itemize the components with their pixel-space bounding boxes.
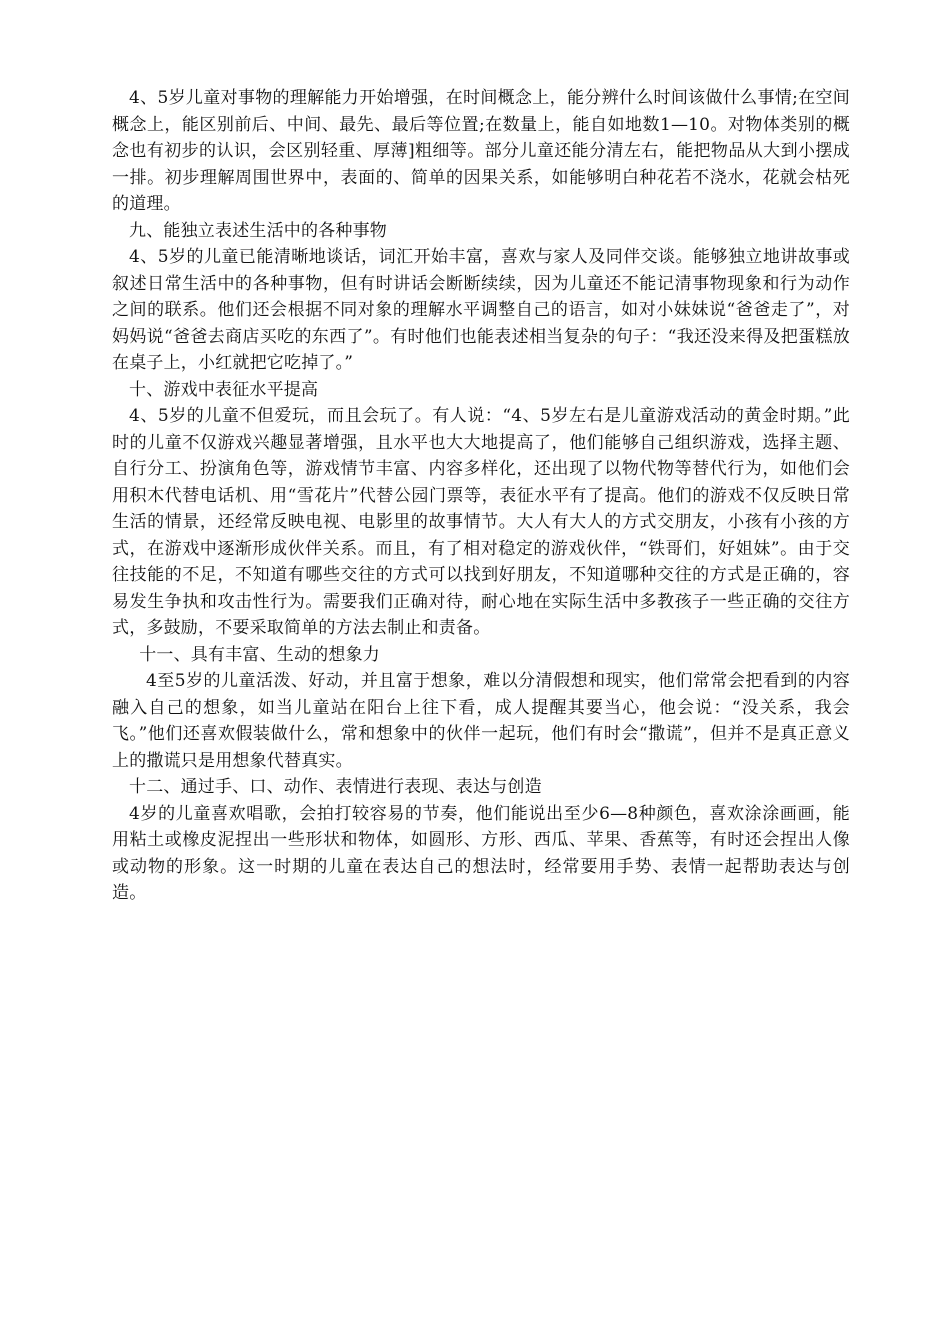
- document-page: [112, 85, 850, 907]
- paragraph-language: 4、5岁的儿童已能清晰地谈话，词汇开始丰富，喜欢与家人及同伴交谈。能够独立地讲故事或叙述日常生活中的各种事物，但有时讲话会断断续续，因为儿童还不能记清事物现象和行为动作之间的联系。他们还会根据不同对象的理解水平调整自己的语言，如对小妹妹说“爸爸走了”，对妈妈说“爸爸去商店买吃的东西了”。有时他们也能表述相当复杂的句子：“我还没来得及把蛋糕放在桌子上，小红就把它吃掉了。”: [112, 247, 850, 373]
- section-heading-11: 十一、具有丰富、生动的想象力: [139, 644, 380, 665]
- paragraph-imagination: 4至5岁的儿童活泼、好动，并且富于想象，难以分清假想和现实，他们常常会把看到的内容融入自己的想象，如当儿童站在阳台上往下看，成人提醒其要当心，他会说：“没关系，我会飞。”他们还喜欢假装做什么，常和想象中的伙伴一起玩，他们有时会“撒谎”，但并不是真正意义上的撒谎只是用想象代替真实。: [112, 671, 850, 771]
- paragraph-cognition: 4、5岁儿童对事物的理解能力开始增强，在时间概念上，能分辨什么时间该做什么事情;在空间概念上，能区别前后、中间、最先、最后等位置;在数量上，能自如地数1—10。对物体类别的概念也有初步的认识，会区别轻重、厚薄]粗细等。部分儿童还能分清左右，能把物品从大到小摆成一排。初步理解周围世界中，表面的、简单的因果关系，如能够明白种花若不浇水，花就会枯死的道理。: [112, 88, 850, 214]
- section-heading-9: 九、能独立表述生活中的各种事物: [129, 220, 387, 241]
- section-heading-12: 十二、通过手、口、动作、表情进行表现、表达与创造: [129, 777, 542, 797]
- section-heading-10: 十、游戏中表征水平提高: [129, 379, 319, 400]
- paragraph-expression: 4岁的儿童喜欢唱歌，会拍打较容易的节奏，他们能说出至少6—8种颜色，喜欢涂涂画画，能用粘土或橡皮泥捏出一些形状和物体，如圆形、方形、西瓜、苹果、香蕉等，有时还会捏出人像或动物的形象。这一时期的儿童在表达自己的想法时，经常要用手势、表情一起帮助表达与创造。: [112, 803, 850, 903]
- paragraph-play: 4、5岁的儿童不但爱玩，而且会玩了。有人说：“4、5岁左右是儿童游戏活动的黄金时期。”此时的儿童不仅游戏兴趣显著增强，且水平也大大地提高了，他们能够自己组织游戏，选择主题、自行分工、扮演角色等，游戏情节丰富、内容多样化，还出现了以物代物等替代行为，如他们会用积木代替电话机、用“雪花片”代替公园门票等，表征水平有了提高。他们的游戏不仅反映日常生活的情景，还经常反映电视、电影里的故事情节。大人有大人的方式交朋友，小孩有小孩的方式，在游戏中逐渐形成伙伴关系。而且，有了相对稳定的游戏伙伴，“铁哥们，好姐妹”。由于交往技能的不足，不知道有哪些交往的方式可以找到好朋友，不知道哪种交往的方式是正确的，容易发生争执和攻击性行为。需要我们正确对待，耐心地在实际生活中多教孩子一些正确的交往方式，多鼓励，不要采取简单的方法去制止和责备。: [112, 406, 850, 638]
